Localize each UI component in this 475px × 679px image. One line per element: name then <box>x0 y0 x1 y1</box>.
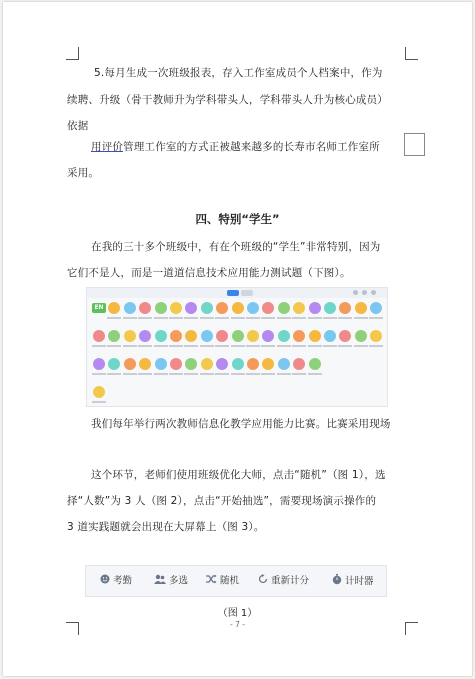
avatar-label <box>292 345 306 347</box>
avatar-label <box>354 345 368 347</box>
toolbar-item-timer <box>332 574 374 589</box>
toolbar-label: 考勤 <box>113 575 133 587</box>
avatar-label <box>292 373 306 375</box>
student-avatar <box>278 330 290 342</box>
toolbar-label: 随机 <box>220 575 240 587</box>
student-avatar <box>201 358 213 370</box>
avatar-label <box>138 345 152 347</box>
avatar-label <box>292 317 306 319</box>
avatar-label <box>184 345 198 347</box>
avatar-label <box>231 373 245 375</box>
student-avatar <box>339 302 351 314</box>
section-heading: 四、特别“学生” <box>195 212 280 226</box>
avatar-label <box>215 373 229 375</box>
student-avatar <box>185 302 197 314</box>
avatar-label <box>123 373 137 375</box>
student-avatar <box>370 302 382 314</box>
avatar-label <box>246 317 260 319</box>
student-avatar <box>247 358 259 370</box>
avatar-label <box>215 317 229 319</box>
users-icon <box>154 574 166 588</box>
avatar-label <box>200 373 214 375</box>
avatar-label <box>338 317 352 319</box>
student-avatar <box>262 302 274 314</box>
shuffle-icon <box>206 574 217 588</box>
avatar-label <box>261 317 275 319</box>
student-avatar <box>201 302 213 314</box>
student-avatar <box>232 358 244 370</box>
student-avatar <box>216 330 228 342</box>
avatar-label <box>169 345 183 347</box>
student-avatar <box>139 302 151 314</box>
paragraph-line: 在我的三十多个班级中，有在个班级的“学生”非常特别，因为 <box>91 241 381 253</box>
paragraph-line <box>91 140 380 154</box>
student-avatar <box>309 358 321 370</box>
student-avatar <box>278 302 290 314</box>
figure-tab <box>241 290 253 296</box>
student-avatar <box>170 302 182 314</box>
student-avatar <box>232 302 244 314</box>
student-avatar <box>108 358 120 370</box>
student-avatar <box>93 330 105 342</box>
avatar-label <box>138 317 152 319</box>
crop-mark-top-right <box>405 47 418 60</box>
student-avatar <box>108 330 120 342</box>
avatar-label <box>308 317 322 319</box>
crop-mark-top-left <box>66 47 79 60</box>
student-avatar <box>262 330 274 342</box>
figure-icon <box>353 290 358 295</box>
student-avatar <box>232 330 244 342</box>
avatar-label <box>246 373 260 375</box>
student-avatar <box>309 330 321 342</box>
toolbar-item-reset-score <box>258 574 309 588</box>
student-avatar <box>185 358 197 370</box>
student-avatar <box>293 330 305 342</box>
student-avatar <box>216 302 228 314</box>
avatar-label <box>200 345 214 347</box>
student-avatar <box>278 358 290 370</box>
student-avatar <box>309 302 321 314</box>
avatar-label <box>184 317 198 319</box>
student-avatar <box>293 358 305 370</box>
figure-caption: （图 1） <box>217 608 258 619</box>
student-avatar <box>324 330 336 342</box>
student-avatar <box>93 386 105 398</box>
student-avatar <box>155 358 167 370</box>
paragraph-line: 3 道实践题就会出现在大屏幕上（图 3）。 <box>67 521 265 533</box>
student-avatar <box>124 358 136 370</box>
student-avatar <box>139 358 151 370</box>
avatar-label <box>215 345 229 347</box>
avatar-label <box>107 317 121 319</box>
comment-marker-box[interactable] <box>404 133 425 156</box>
toolbar-label: 重新计分 <box>271 575 310 587</box>
student-avatar <box>124 330 136 342</box>
smile-icon <box>100 574 110 588</box>
figure-icon <box>371 290 376 295</box>
student-avatar <box>155 330 167 342</box>
student-avatar <box>124 302 136 314</box>
avatar-label <box>154 345 168 347</box>
student-avatar <box>93 358 105 370</box>
avatar-label <box>92 345 106 347</box>
student-avatar <box>324 302 336 314</box>
paragraph-line <box>91 417 391 431</box>
avatar-label <box>169 373 183 375</box>
avatar-label <box>169 317 183 319</box>
toolbar-figure <box>85 565 387 597</box>
page-number: - 7 - <box>230 620 245 629</box>
paragraph-line: 择“人数”为 3 人（图 2），点击“开始抽选”，需要现场演示操作的 <box>67 495 377 507</box>
student-avatar <box>370 330 382 342</box>
avatar-label <box>354 317 368 319</box>
student-avatar <box>293 302 305 314</box>
avatar-label <box>246 345 260 347</box>
student-avatar <box>170 330 182 342</box>
avatar-label <box>338 345 352 347</box>
student-avatar <box>185 330 197 342</box>
avatar-label <box>123 317 137 319</box>
avatar-label <box>231 345 245 347</box>
avatar-label <box>92 373 106 375</box>
avatar-label <box>138 373 152 375</box>
paragraph-text: 我们每年举行两次教师信息化教学应用能力比赛。比赛采用现场 <box>91 418 391 430</box>
student-avatar <box>108 302 120 314</box>
avatar-label <box>277 345 291 347</box>
avatar-label <box>323 345 337 347</box>
student-avatar <box>247 302 259 314</box>
avatar-label <box>308 373 322 375</box>
avatar-label <box>277 317 291 319</box>
paragraph-line: 依据 <box>67 120 89 132</box>
avatar-label <box>261 373 275 375</box>
avatar-label <box>107 373 121 375</box>
avatar-label <box>369 317 383 319</box>
student-avatar <box>201 330 213 342</box>
avatar-label <box>107 345 121 347</box>
paragraph-line: 它们不是人，而是一道道信息技术应用能力测试题（下图）。 <box>67 267 351 279</box>
paragraph-line: 采用。 <box>67 167 100 179</box>
avatar-label <box>323 317 337 319</box>
student-avatar <box>262 358 274 370</box>
avatar-label <box>200 317 214 319</box>
paragraph-line: 续聘、升级（骨干教师升为学科带头人，学科带头人升为核心成员） <box>67 94 388 106</box>
tracked-change-text[interactable]: 用评价 <box>91 141 124 153</box>
avatar-label <box>184 373 198 375</box>
timer-icon <box>332 574 342 589</box>
toolbar-label: 多选 <box>169 575 189 587</box>
figure-tab-active <box>227 290 239 296</box>
avatar-label <box>123 345 137 347</box>
student-avatar <box>247 330 259 342</box>
figure-icon <box>362 290 367 295</box>
avatar-label <box>308 345 322 347</box>
refresh-icon <box>258 574 268 588</box>
class-avatar-figure <box>86 287 388 407</box>
group-badge: EN <box>92 303 106 313</box>
paragraph-line: 5.每月生成一次班级报表，存入工作室成员个人档案中，作为 <box>94 67 383 79</box>
avatar-label <box>92 401 106 403</box>
toolbar-label: 计时器 <box>345 576 374 587</box>
toolbar-item-random <box>206 574 239 588</box>
student-avatar <box>139 330 151 342</box>
avatar-label <box>261 345 275 347</box>
toolbar-item-multiselect <box>154 574 188 588</box>
paragraph-line: 这个环节，老师们使用班级优化大师，点击“随机”（图 1），选 <box>91 469 386 481</box>
avatar-label <box>154 317 168 319</box>
avatar-label <box>231 317 245 319</box>
student-avatar <box>355 330 367 342</box>
avatar-label <box>369 345 383 347</box>
toolbar-item-attendance <box>100 574 132 588</box>
student-avatar <box>355 302 367 314</box>
student-avatar <box>170 358 182 370</box>
student-avatar <box>216 358 228 370</box>
avatar-label <box>277 373 291 375</box>
student-avatar <box>339 330 351 342</box>
student-avatar <box>155 302 167 314</box>
paragraph-text: 管理工作室的方式正被越来越多的长寿市名师工作室所 <box>123 141 380 153</box>
avatar-label <box>154 373 168 375</box>
